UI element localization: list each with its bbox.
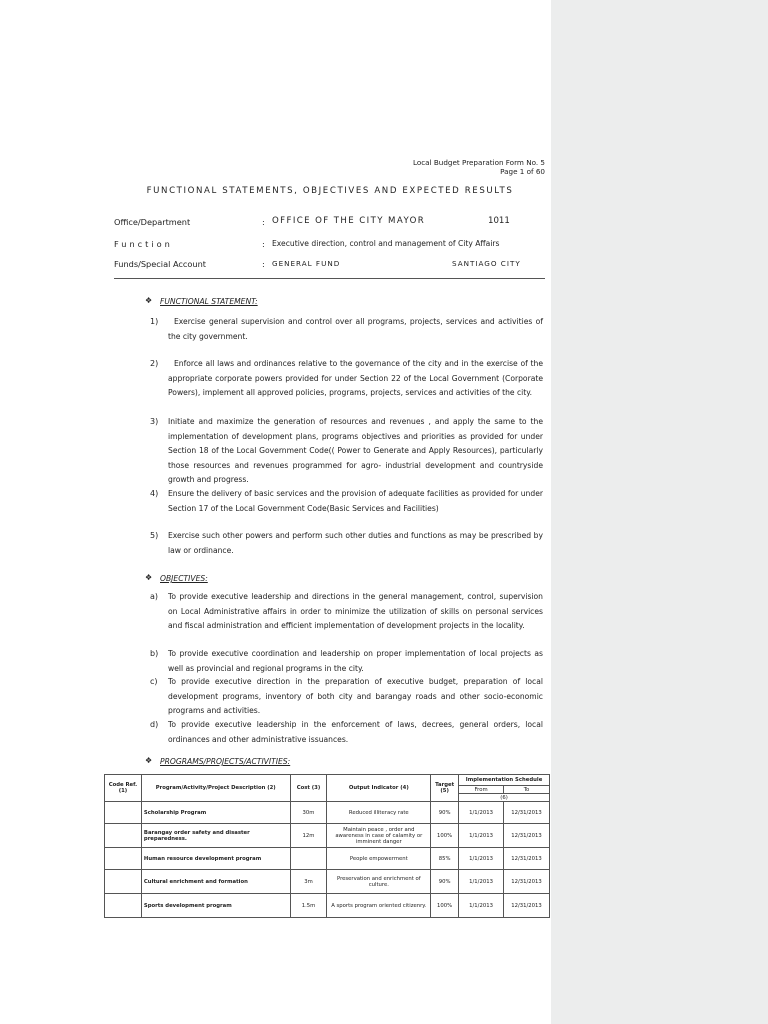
row-cost: 3m xyxy=(290,870,327,894)
row-code xyxy=(105,848,142,870)
function-colon: : xyxy=(262,239,265,249)
row-output: A sports program oriented citizenry. xyxy=(327,894,431,918)
table-row xyxy=(105,870,550,894)
objective-letter: a) xyxy=(150,592,159,601)
row-code xyxy=(105,824,142,848)
row-cost xyxy=(290,848,327,870)
row-from: 1/1/2013 xyxy=(459,824,504,848)
row-cost: 1.5m xyxy=(290,894,327,918)
table-row xyxy=(105,848,550,870)
column-header-target: Target (5) xyxy=(431,775,459,802)
statement-number: 1) xyxy=(150,317,159,326)
table-row xyxy=(105,894,550,918)
row-from: 1/1/2013 xyxy=(459,848,504,870)
column-header-code: Code Ref. (1) xyxy=(105,775,142,802)
funds-colon: : xyxy=(262,259,265,269)
statement-text: Ensure the delivery of basic services and the provision of adequate facilities as provided for under Section 17 of the Local Government Code(Basic Services and Facilities) xyxy=(168,489,543,513)
row-cost: 12m xyxy=(290,824,327,848)
page-number: Page 1 of 60 xyxy=(500,167,545,176)
column-header-to: To xyxy=(504,786,550,794)
statement-number: 2) xyxy=(150,359,159,368)
diamond-bullet-icon: ❖ xyxy=(145,756,153,765)
column-header-output: Output Indicator (4) xyxy=(327,775,431,802)
comment-margin-pane xyxy=(551,0,768,1024)
table-row xyxy=(105,824,550,848)
form-number: Local Budget Preparation Form No. 5 xyxy=(412,158,545,167)
statement-text: Enforce all laws and ordinances relative to the governance of the city and in the exercise of the appropriate corporate powers provided for under Section 22 of the Local Government (Corporate Powers), implement all approved policies, programs, projects, services and activities of the city. xyxy=(168,359,543,398)
row-target: 90% xyxy=(431,870,459,894)
row-from: 1/1/2013 xyxy=(459,870,504,894)
programs-table xyxy=(104,774,550,918)
row-from: 1/1/2013 xyxy=(459,802,504,824)
programs-heading: PROGRAMS/PROJECTS/ACTIVITIES: xyxy=(160,757,291,766)
objective-letter: d) xyxy=(150,720,159,729)
objectives-heading: OBJECTIVES: xyxy=(160,574,208,583)
funds-value: GENERAL FUND xyxy=(272,259,341,268)
office-value: OFFICE OF THE CITY MAYOR xyxy=(272,216,426,226)
row-program: Sports development program xyxy=(141,894,290,918)
row-target: 100% xyxy=(431,824,459,848)
row-program: Human resource development program xyxy=(141,848,290,870)
objective-text: To provide executive coordination and leadership on proper implementation of local projects as well as provincial and regional programs in the city. xyxy=(168,649,543,673)
function-label: Function xyxy=(114,239,173,249)
row-to: 12/31/2013 xyxy=(504,894,550,918)
office-colon: : xyxy=(262,217,265,227)
document-title: FUNCTIONAL STATEMENTS, OBJECTIVES AND EXPECTED RESULTS xyxy=(146,186,514,196)
row-cost: 30m xyxy=(290,802,327,824)
row-target: 90% xyxy=(431,802,459,824)
row-program: Barangay order safety and disaster preparedness. xyxy=(141,824,290,848)
city-name: SANTIAGO CITY xyxy=(452,259,521,268)
form-reference xyxy=(413,158,545,176)
functional-statement-heading: FUNCTIONAL STATEMENT: xyxy=(160,297,258,306)
table-header-row xyxy=(105,775,550,786)
row-output: People empowerment xyxy=(327,848,431,870)
function-value: Executive direction, control and management of City Affairs xyxy=(272,239,500,248)
row-from: 1/1/2013 xyxy=(459,894,504,918)
row-output: Reduced illiteracy rate xyxy=(327,802,431,824)
statement-number: 4) xyxy=(150,489,159,498)
statement-text: Exercise such other powers and perform such other duties and functions as may be prescribed by law or ordinance. xyxy=(168,531,543,555)
diamond-bullet-icon: ❖ xyxy=(145,573,153,582)
table-row xyxy=(105,802,550,824)
objective-text: To provide executive leadership and directions in the general management, control, supervision on Local Administrative affairs in order to minimize the utilization of skills on personal services and fiscal administration and efficient implementation of development projects in the locality. xyxy=(168,592,543,631)
objective-letter: c) xyxy=(150,677,158,686)
row-program: Cultural enrichment and formation xyxy=(141,870,290,894)
row-to: 12/31/2013 xyxy=(504,824,550,848)
row-program: Scholarship Program xyxy=(141,802,290,824)
row-target: 100% xyxy=(431,894,459,918)
office-label: Office/Department xyxy=(114,217,191,227)
column-header-schedule-number: (6) xyxy=(459,794,550,802)
row-to: 12/31/2013 xyxy=(504,802,550,824)
objective-letter: b) xyxy=(150,649,159,658)
row-code xyxy=(105,870,142,894)
office-code: 1011 xyxy=(488,216,510,226)
column-header-schedule: Implementation Schedule xyxy=(459,775,550,786)
row-output: Maintain peace , order and awareness in case of calamity or imminent danger xyxy=(327,824,431,848)
row-output: Preservation and enrichment of culture. xyxy=(327,870,431,894)
row-code xyxy=(105,802,142,824)
funds-label: Funds/Special Account xyxy=(114,259,207,269)
row-code xyxy=(105,894,142,918)
diamond-bullet-icon: ❖ xyxy=(145,296,153,305)
statement-text: Exercise general supervision and control over all programs, projects, services and activities of the city government. xyxy=(168,317,543,341)
statement-number: 5) xyxy=(150,531,159,540)
column-header-from: From xyxy=(459,786,504,794)
header-divider xyxy=(114,278,545,279)
column-header-cost: Cost (3) xyxy=(290,775,327,802)
row-target: 85% xyxy=(431,848,459,870)
objective-text: To provide executive leadership in the enforcement of laws, decrees, general orders, local ordinances and other administrative issuances. xyxy=(168,720,543,744)
objective-text: To provide executive direction in the preparation of executive budget, preparation of local development programs, inventory of both city and barangay roads and other socio-economic programs and activities. xyxy=(168,677,543,716)
statement-number: 3) xyxy=(150,417,159,426)
statement-text: Initiate and maximize the generation of resources and revenues , and apply the same to the implementation of development plans, programs objectives and priorities as provided for under Section 18 of the Local Government Code(( Power to Generate and Apply Resources), particularly those resources and revenues programmed for agro- industrial development and countryside growth and progress. xyxy=(168,417,543,485)
column-header-program: Program/Activity/Project Description (2) xyxy=(141,775,290,802)
row-to: 12/31/2013 xyxy=(504,870,550,894)
row-to: 12/31/2013 xyxy=(504,848,550,870)
